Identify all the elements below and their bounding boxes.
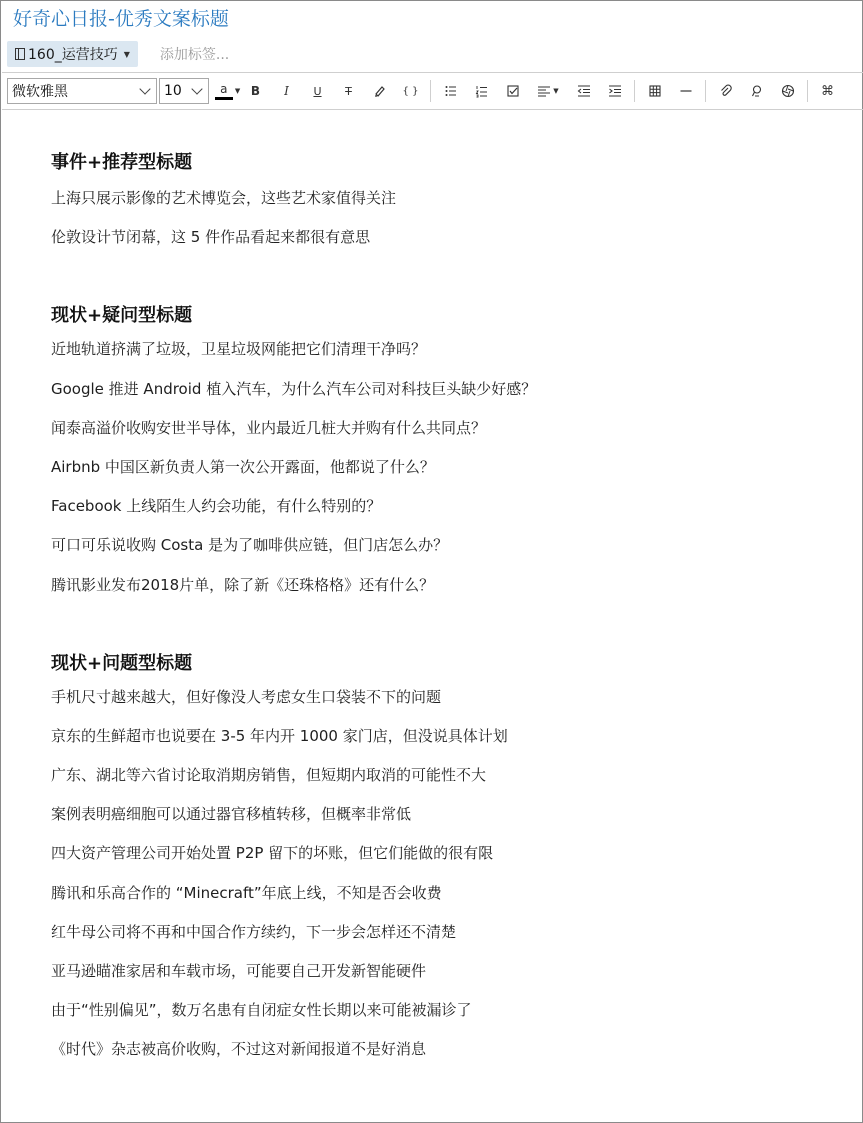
text-line: Airbnb 中国区新负责人第一次公开露面，他都说了什么？ [51,457,435,476]
bullet-list-icon [444,84,458,98]
text-color-button[interactable] [209,78,240,104]
font-family-select[interactable] [7,78,157,104]
align-button[interactable] [528,78,568,104]
text-line: 《时代》杂志被高价收购，不过这对新闻报道不是好消息 [51,1040,427,1059]
text-line: 腾讯影业发布2018片单，除了新《还珠格格》还有什么？ [51,575,435,594]
command-icon: ⌘ [821,83,834,99]
blank-line [51,257,831,302]
italic-button[interactable] [271,78,302,104]
highlight-button[interactable] [364,78,395,104]
paperclip-icon [719,84,733,98]
numbered-list-button[interactable] [466,78,497,104]
bold-icon: B [250,84,261,98]
code-braces-icon: { } [402,85,419,97]
section-heading: 事件+推荐型标题 [51,152,193,173]
italic-icon: I [284,84,289,98]
text-line: 由于“性别偏见”，数万名患有自闭症女性长期以来可能被漏诊了 [51,1001,472,1020]
text-color-letter: a [220,81,228,96]
strikethrough-button[interactable] [333,78,364,104]
notebook-tag-row [7,41,229,67]
text-line: 可口可乐说收购 Costa 是为了咖啡供应链，但门店怎么办？ [51,536,449,555]
chevron-down-icon: ▼ [123,49,130,59]
highlighter-icon [373,84,387,98]
font-size-select[interactable] [159,78,209,104]
formatting-toolbar [2,72,863,110]
indent-button[interactable] [599,78,630,104]
shortcut-button[interactable] [812,78,843,104]
underline-icon: U [313,84,322,98]
section-event-recommend [51,149,831,257]
underline-button[interactable] [302,78,333,104]
checklist-button[interactable] [497,78,528,104]
table-button[interactable] [639,78,670,104]
tag-input[interactable]: 添加标签... [159,47,230,63]
text-line: 广东、湖北等六省讨论取消期房销售，但短期内取消的可能性不大 [51,766,487,785]
text-line: 案例表明癌细胞可以通过器官移植转移，但概率非常低 [51,805,412,824]
attachment-button[interactable] [710,78,741,104]
text-line: Facebook 上线陌生人约会功能，有什么特别的？ [51,497,382,516]
table-icon [648,84,662,98]
checkbox-icon [506,84,520,98]
aperture-icon [781,84,795,98]
section-heading: 现状+问题型标题 [51,652,193,674]
text-line: 腾讯和乐高合作的 “Minecraft”年底上线，不知是否会收费 [51,883,442,902]
chevron-down-icon: ▼ [553,87,559,95]
align-left-icon [537,84,551,98]
audio-button[interactable] [741,78,772,104]
code-button[interactable] [395,78,426,104]
section-heading: 现状+疑问型标题 [51,305,193,327]
chevron-down-icon: ▼ [234,87,241,95]
text-line: 闻泰高溢价收购安世半导体，业内最近几桩大并购有什么共同点？ [51,418,487,437]
outdent-icon [577,84,591,98]
text-line: 京东的生鲜超市也说要在 3-5 年内开 1000 家门店，但没说具体计划 [51,726,508,745]
text-line: Google 推进 Android 植入汽车，为什么汽车公司对科技巨头缺少好感？ [51,379,537,398]
blank-line [51,605,831,650]
font-size-value: 10 [164,83,182,99]
note-title[interactable]: 好奇心日报-优秀文案标题 [13,8,229,30]
notebook-selector[interactable] [7,41,138,67]
section-status-question [51,302,831,604]
strikethrough-icon: T [345,84,352,98]
text-line: 手机尺寸越来越大，但好像没人考虑女生口袋装不下的问题 [51,687,442,706]
bold-button[interactable] [240,78,271,104]
camera-button[interactable] [772,78,803,104]
toolbar-divider [705,80,706,102]
numbered-list-icon [475,84,489,98]
text-line: 四大资产管理公司开始处置 P2P 留下的坏账，但它们能做的很有限 [51,844,494,863]
text-line: 近地轨道挤满了垃圾，卫星垃圾网能把它们清理干净吗？ [51,340,427,359]
toolbar-divider [634,80,635,102]
text-line: 上海只展示影像的艺术博览会，这些艺术家值得关注 [51,189,397,207]
section-status-problem [51,650,831,1070]
notebook-label: 160_运营技巧 [28,47,118,63]
horizontal-rule-button[interactable] [670,78,701,104]
horizontal-rule-icon [679,84,693,98]
chevron-down-icon [191,83,202,94]
toolbar-divider [807,80,808,102]
chevron-down-icon [139,83,150,94]
text-color-icon [215,83,233,100]
text-line: 伦敦设计节闭幕，这 5 件作品看起来都很有意思 [51,228,371,247]
font-family-value: 微软雅黑 [12,84,68,100]
indent-icon [608,84,622,98]
bullet-list-button[interactable] [435,78,466,104]
notebook-icon [15,48,25,60]
microphone-icon [750,84,764,98]
outdent-button[interactable] [568,78,599,104]
text-line: 红牛母公司将不再和中国合作方续约，下一步会怎样还不清楚 [51,922,457,941]
toolbar-divider [430,80,431,102]
text-line: 亚马逊瞄准家居和车载市场，可能要自己开发新智能硬件 [51,962,427,980]
note-body[interactable] [51,149,831,1070]
